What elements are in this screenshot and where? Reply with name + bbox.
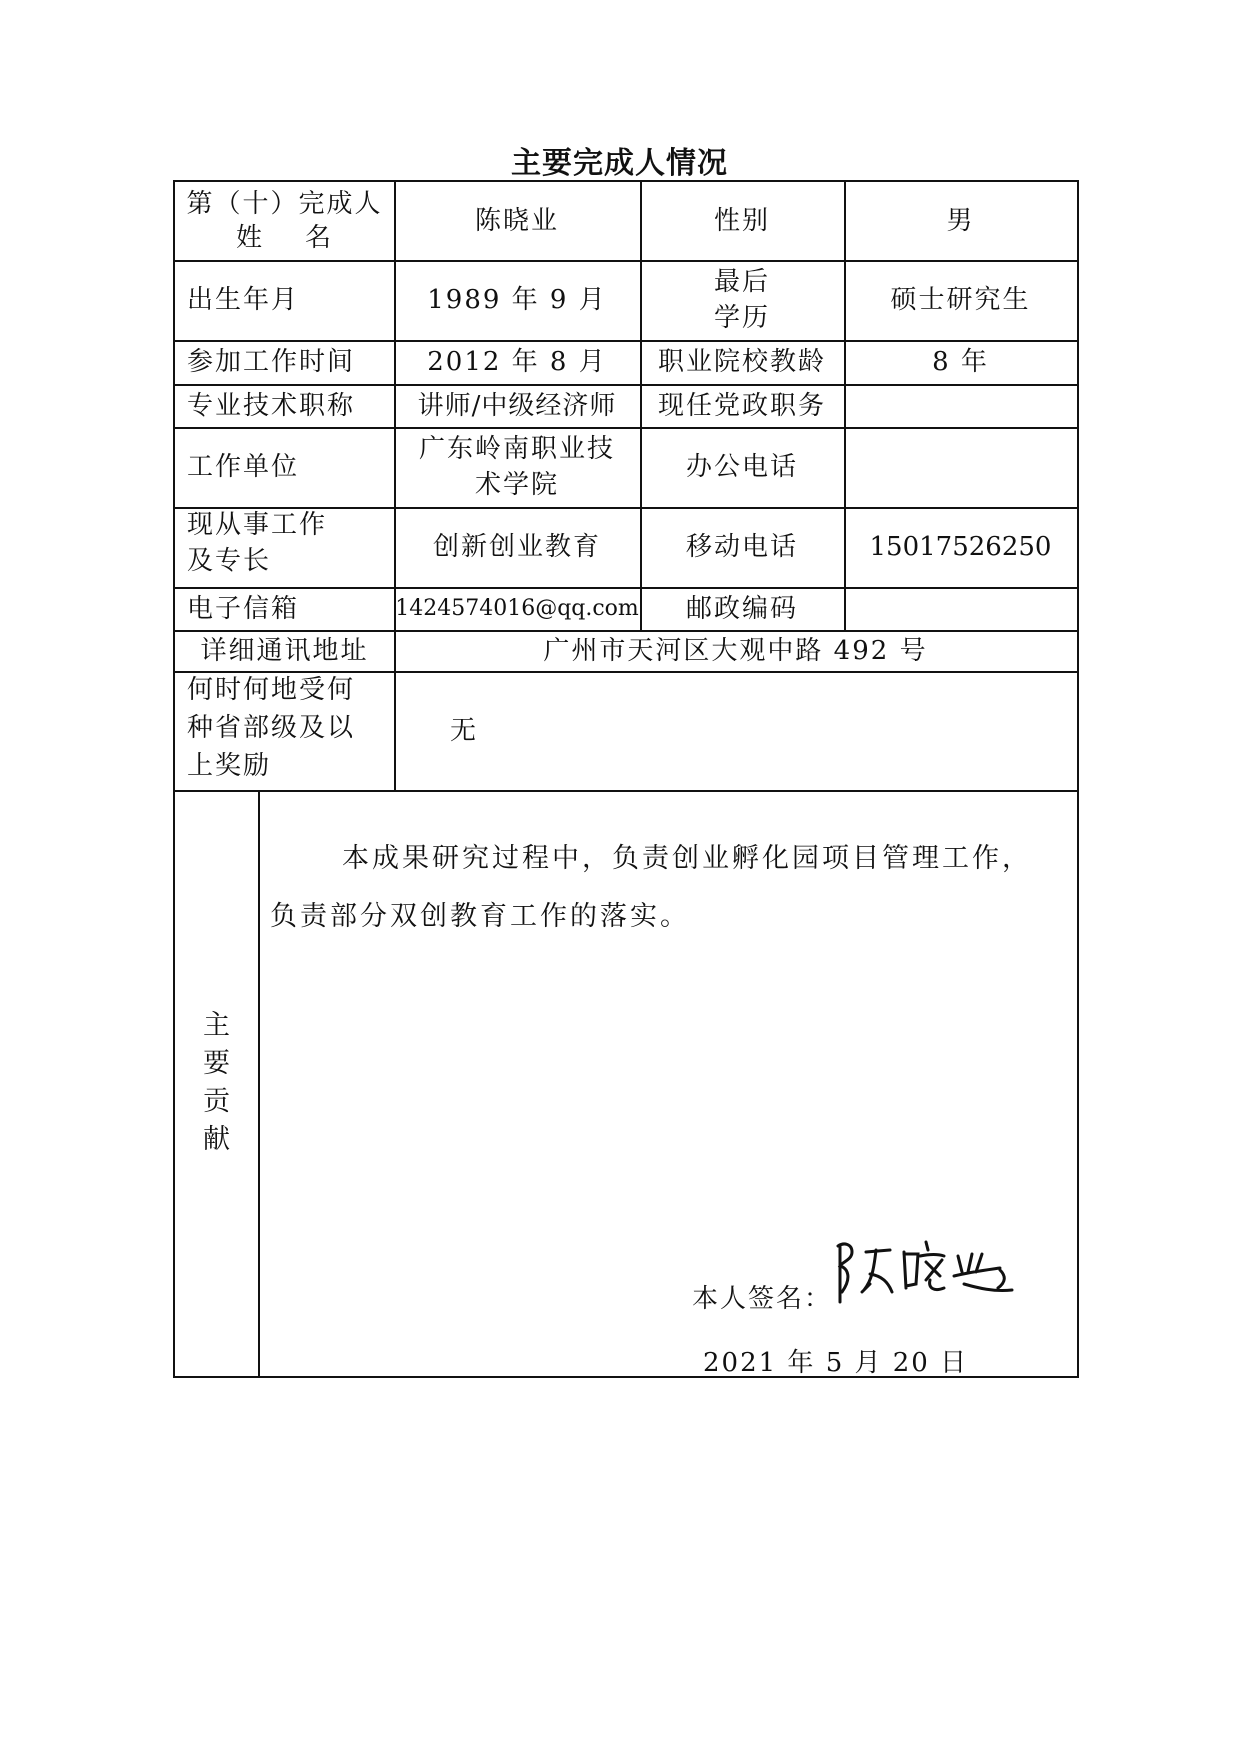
party-post-value xyxy=(844,384,1077,427)
work-start-label: 参加工作时间 xyxy=(187,347,356,377)
teaching-years-value: 8 年 xyxy=(932,347,989,377)
page-title: 主要完成人情况 xyxy=(511,146,728,181)
awards-label-line1: 何时何地受何 xyxy=(187,675,356,705)
employer-value-line1: 广东岭南职业技 xyxy=(418,434,615,464)
contribution-label-text: 主要贡献 xyxy=(203,1010,230,1155)
office-phone-value xyxy=(844,427,1077,507)
specialty-value: 创新创业教育 xyxy=(432,532,601,562)
title-value: 讲师/中级经济师 xyxy=(417,390,617,421)
education-label-line2: 学历 xyxy=(713,303,770,333)
birth-label: 出生年月 xyxy=(187,285,300,315)
mobile-value: 15017526250 xyxy=(869,532,1052,562)
postcode-label: 邮政编码 xyxy=(685,593,798,624)
name-label xyxy=(175,182,394,260)
contribution-text: 本成果研究过程中，负责创业孵化园项目管理工作，负责部分双创教育工作的落实。 xyxy=(270,843,1032,932)
signature-label: 本人签名： xyxy=(692,1284,833,1314)
specialty-label-line2: 及专长 xyxy=(187,546,272,576)
birth-value: 1989 年 9 月 xyxy=(427,285,607,315)
employer-value xyxy=(394,427,640,507)
employer-label: 工作单位 xyxy=(187,452,300,482)
specialty-label-line1: 现从事工作 xyxy=(187,510,328,540)
signature-date: 2021 年 5 月 20 日 xyxy=(703,1348,969,1378)
specialty-label xyxy=(175,507,394,587)
teaching-years-label: 职业院校教龄 xyxy=(657,347,826,377)
name-label-line1: 第（十）完成人 xyxy=(186,189,383,219)
address-label: 详细通讯地址 xyxy=(200,635,369,666)
party-post-label: 现任党政职务 xyxy=(657,390,826,421)
employer-value-line2: 术学院 xyxy=(474,470,559,500)
address-value: 广州市天河区大观中路 492 号 xyxy=(543,635,928,666)
awards-label-line2: 种省部级及以 xyxy=(187,713,356,743)
contribution-label xyxy=(175,790,258,1376)
title-label: 专业技术职称 xyxy=(187,390,356,421)
postcode-value xyxy=(844,587,1077,630)
awards-value: 无 xyxy=(450,715,479,746)
awards-label-line3: 上奖励 xyxy=(187,751,272,781)
email-value: 1424574016@qq.com xyxy=(395,595,639,621)
gender-label: 性别 xyxy=(713,206,770,236)
education-label xyxy=(640,260,844,340)
handwritten-signature xyxy=(830,1232,1020,1312)
awards-label xyxy=(175,671,394,790)
name-value: 陈晓业 xyxy=(474,206,559,236)
education-value: 硕士研究生 xyxy=(890,285,1031,315)
work-start-value: 2012 年 8 月 xyxy=(427,347,607,377)
mobile-label: 移动电话 xyxy=(685,532,798,562)
personnel-form xyxy=(173,180,1079,1378)
email-label: 电子信箱 xyxy=(187,593,300,624)
name-label-line2: 姓 名 xyxy=(235,223,334,253)
education-label-line1: 最后 xyxy=(713,267,770,297)
gender-value: 男 xyxy=(946,206,975,236)
office-phone-label: 办公电话 xyxy=(685,452,798,482)
